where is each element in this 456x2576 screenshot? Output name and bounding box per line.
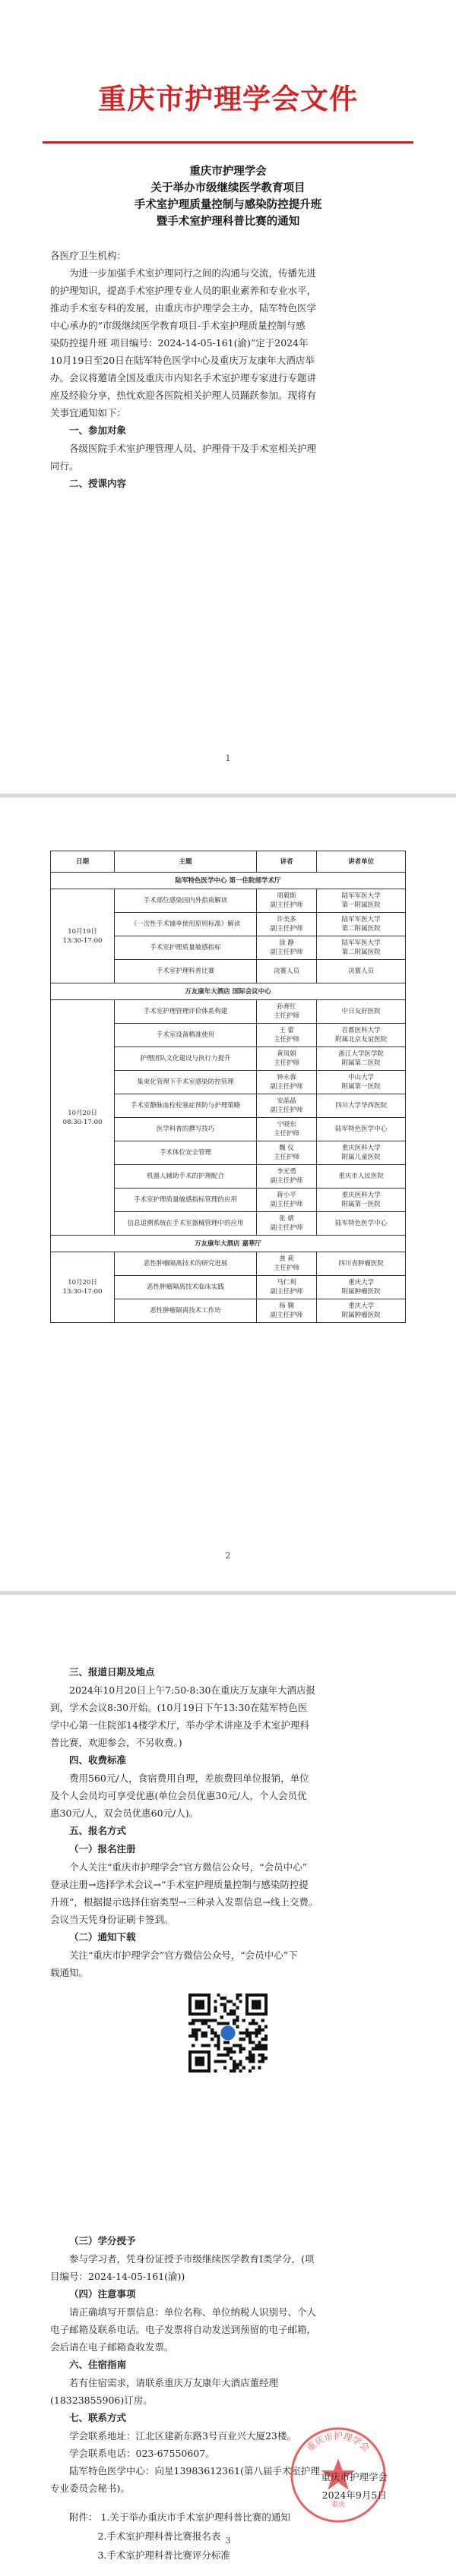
document-page-3 [0, 1595, 456, 2576]
subsection-heading: （三）学分授予 [69, 2235, 136, 2246]
header-date: 日期 [51, 851, 115, 873]
section-heading-4: 四、收费标准 [69, 1754, 127, 1766]
body-line: 惠30元/人，双会员优惠60元/人)。 [50, 1807, 199, 1819]
body-line: 关注“重庆市护理学会”官方微信公众号，“会员中心”下 [69, 1949, 298, 1961]
topic-cell: 恶性肿瘤隔离技术工作坊 [115, 1299, 257, 1323]
body-line: 升班”，根据提示选择住宿类型→三种录入发票信息→线上交费。 [50, 1896, 318, 1908]
body-line: 会议当天凭身份证刷卡签到。 [50, 1914, 174, 1925]
topic-cell: 医学科普的撰写技巧 [115, 1118, 257, 1141]
speaker-cell: 周毅斯 副主任护师 [256, 889, 316, 913]
body-line: 同行。 [50, 460, 79, 472]
section-3-body [50, 1681, 406, 1751]
section-heading-7: 七、联系方式 [69, 2412, 127, 2423]
body-line: (18323855906)订房。 [50, 2394, 153, 2406]
signature-date: 2024年9月5日 [321, 2489, 387, 2501]
attachment-item: 3.手术室护理科普比赛评分标准 [97, 2549, 230, 2561]
topic-cell: 手术室静脉血栓栓塞症预防与护理策略 [115, 1094, 257, 1118]
page-number: 2 [225, 1551, 231, 1561]
body-line: 陆军特色医学中心：向星13983612361(第八届手术室护理 [69, 2465, 320, 2477]
speaker-cell: 宁晓东 主任护师 [256, 1118, 316, 1141]
body-line: 到，学术会议8:30开始。(10月19日下午13:30在陆军特色医 [50, 1702, 308, 1713]
attachment-item: 2.手术室护理科普比赛报名表 [97, 2530, 221, 2542]
topic-cell: 手术室护理管理评价体系构建 [115, 1000, 257, 1024]
speaker-cell: 张 婧 副主任护师 [256, 1212, 316, 1236]
body-line: 参与学习者，凭身份证授予市级继续医学教育I类学分，(项 [69, 2253, 315, 2265]
svg-text:重庆市护理学会: 重庆市护理学会 [304, 2430, 372, 2454]
unit-cell: 重庆大学 附属肿瘤医院 [317, 1299, 406, 1323]
topic-cell: 手术部位感染国内外指南解读 [115, 889, 257, 913]
intro-line: 中心承办的“市级继续医学教育项目-手术室护理质量控制与感 [50, 320, 306, 331]
title-line-1: 重庆市护理学会 [189, 166, 267, 178]
topic-cell: 护理团队文化建设与执行力提升 [115, 1047, 257, 1071]
speaker-cell: 龚 莉 主任护师 [256, 1252, 316, 1276]
intro-line: 座及经验分享，热忱欢迎各医院相关护理人员踊跃参加。现将有 [50, 390, 317, 401]
unit-cell: 陆军特色医学中心 [317, 1212, 406, 1236]
body-line: 2024年10月20日上午7:50-8:30在重庆万友康年大酒店报 [69, 1684, 315, 1696]
unit-cell: 四川省肿瘤医院 [317, 1252, 406, 1276]
body-line: 及个人会员均可享受优惠(单位会员优惠30元/人，个人会员优 [50, 1790, 307, 1801]
attachment-label: 附件： [69, 2511, 98, 2523]
document-page-1 [0, 0, 456, 794]
body-line: 学会联系电话：023-67550607。 [69, 2448, 215, 2459]
credit-body [50, 2250, 406, 2285]
document-page-2 [0, 797, 456, 1591]
intro-line: 染防控提升班 项目编号：2024-14-05-161(渝)”定于2024年 [50, 337, 309, 349]
topic-cell: 机器人辅助手术的护理配合 [115, 1165, 257, 1189]
unit-cell: 重庆大学 附属肿瘤医院 [317, 1276, 406, 1299]
speaker-cell: 孙育红 主任护师 [256, 1000, 316, 1024]
session-venue: 万友康年大酒店 嘉華厅 [51, 1236, 406, 1252]
session-venue: 陆军特色医学中心 第一住院部学术厅 [51, 873, 406, 889]
intro-line: 关事宜通知如下： [50, 407, 127, 418]
red-divider [43, 141, 413, 144]
topic-cell: 集束化管理下手术室感染防控管理 [115, 1071, 257, 1094]
registration-body [50, 1858, 406, 1928]
subsection-heading: （二）通知下载 [69, 1931, 136, 1943]
session-date: 10月19日 13:30-17:00 [51, 889, 115, 983]
speaker-cell: 许美多 副主任护师 [256, 913, 316, 936]
intro-paragraph [50, 264, 406, 421]
subsection-heading: （四）注意事项 [69, 2288, 136, 2300]
intro-line: 10月19日至20日在陆军特色医学中心及重庆万友康年大酒店举 [50, 355, 315, 366]
section-heading-3: 三、报道日期及地点 [69, 1666, 155, 1678]
section-heading-2: 二、授课内容 [69, 478, 127, 489]
speaker-cell: 黄凤娟 主任护师 [256, 1047, 316, 1071]
signature-block [321, 2468, 388, 2505]
schedule-body [51, 873, 406, 1323]
speaker-cell: 蒋小平 副主任护师 [256, 1189, 316, 1212]
speaker-cell: 魏 仪 主任护师 [256, 1141, 316, 1165]
body-line: 请正确填写开票信息：单位名称、单位纳税人识别号、个人 [69, 2306, 317, 2318]
page-number: 3 [225, 2536, 231, 2546]
intro-line: 为进一步加强手术室护理同行之间的沟通与交流，传播先进 [69, 267, 317, 279]
masthead: 重庆市护理学会文件 [98, 83, 358, 115]
title-line-4: 暨手术室护理科普比赛的通知 [156, 216, 300, 228]
topic-cell: 恶性肿瘤隔离技术临床实践 [115, 1276, 257, 1299]
intro-line: 办。会议将邀请全国及重庆市内知名手术室护理专家进行专题讲 [50, 372, 317, 384]
speaker-cell: 徐 静 副主任护师 [256, 936, 316, 960]
topic-cell: 恶性肿瘤隔离技术的研究进展 [115, 1252, 257, 1276]
body-line: 普比赛，欢迎参会，不另收费。) [50, 1737, 182, 1748]
body-line: 若有住宿需求，请联系重庆万友康年大酒店董经理 [69, 2377, 279, 2388]
section-heading-1: 一、参加对象 [69, 425, 127, 436]
speaker-cell: 安晶晶 副主任护师 [256, 1094, 316, 1118]
header-speaker: 讲者 [256, 851, 316, 873]
intro-line: 推动手术室专科的发展，由重庆市护理学会主办，陆军特色医学 [50, 302, 317, 314]
section-6-body [50, 2374, 406, 2409]
body-line: 目编号：2024-14-05-161(渝)) [50, 2271, 185, 2282]
topic-cell: 信息追溯系统在手术室器械管理中的应用 [115, 1212, 257, 1236]
unit-cell: 决赛人员 [317, 960, 406, 983]
intro-line: 的护理知识，提高手术室护理专业人员的职业素养和专业水平， [50, 285, 317, 296]
download-body [50, 1946, 406, 1981]
unit-cell: 浙江大学医学院 附属第二医院 [317, 1047, 406, 1071]
session-date: 10月20日 13:30-17:00 [51, 1252, 115, 1323]
session-venue: 万友康年大酒店 国际会议中心 [51, 983, 406, 1000]
section-heading-6: 六、住宿指南 [69, 2359, 127, 2370]
unit-cell: 重庆市人民医院 [317, 1165, 406, 1189]
table-row [51, 1252, 406, 1276]
header-topic: 主题 [115, 851, 257, 873]
unit-cell: 陆军特色医学中心 [317, 1118, 406, 1141]
salutation: 各医疗卫生机构： [50, 250, 127, 261]
speaker-cell: 马仁利 副主任护师 [256, 1276, 316, 1299]
attachment-item: 1.关于举办重庆市手术室护理科普比赛的通知 [100, 2511, 290, 2523]
topic-cell: 《一次性手术铺单使用原则标准》解读 [115, 913, 257, 936]
title-line-3: 手术室护理质量控制与感染防控提升班 [134, 199, 322, 211]
body-line: 会后请在电子邮箱查收发票。 [50, 2341, 174, 2353]
title-line-2: 关于举办市级继续医学教育项目 [150, 182, 306, 194]
notes-body [50, 2303, 406, 2356]
body-line: 专业委员会秘书)。 [50, 2483, 130, 2494]
speaker-cell: 钟永蓉 副主任护师 [256, 1071, 316, 1094]
section-4-body [50, 1769, 406, 1822]
topic-cell: 手术室护理科普比赛 [115, 960, 257, 983]
topic-cell: 手术室护理质量敏感指标管理的应用 [115, 1189, 257, 1212]
topic-cell: 手术室设备精准使用 [115, 1024, 257, 1047]
speaker-cell: 杨 翱 副主任护师 [256, 1299, 316, 1323]
unit-cell: 四川大学华西医院 [317, 1094, 406, 1118]
body-line: 学会联系地址：江北区建新东路3号百业兴大厦23楼。 [69, 2430, 296, 2442]
unit-cell: 中山大学 附属第一医院 [317, 1071, 406, 1094]
unit-cell: 陆军军医大学 第二附属医院 [317, 913, 406, 936]
unit-cell: 陆军军医大学 第二附属医院 [317, 936, 406, 960]
table-row [51, 889, 406, 913]
body-line: 学中心第一住院部14楼学术厅，举办学术讲座及手术室护理科 [50, 1719, 309, 1731]
body-line: 登录注册→选择学术会议→“手术室护理质量控制与感染防控提 [50, 1879, 309, 1890]
section-heading-5: 五、报名方式 [69, 1825, 127, 1836]
topic-cell: 手术室护理质量敏感指标 [115, 936, 257, 960]
body-line: 载通知。 [50, 1967, 89, 1978]
unit-cell: 陆军军医大学 第一附属医院 [317, 889, 406, 913]
unit-cell: 重庆医科大学 附属儿童医院 [317, 1141, 406, 1165]
unit-cell: 中日友好医院 [317, 1000, 406, 1024]
schedule-session-row [51, 873, 406, 889]
schedule-session-row [51, 1236, 406, 1252]
schedule-header-row [51, 851, 406, 873]
table-row [51, 1000, 406, 1024]
body-line: 个人关注“重庆市护理学会”官方微信公众号，“会员中心” [69, 1861, 308, 1873]
topic-cell: 手术体位安全管理 [115, 1141, 257, 1165]
schedule-table [50, 851, 406, 1323]
speaker-cell: 王 蕾 主任护师 [256, 1024, 316, 1047]
signature-org: 重庆市护理学会 [321, 2471, 388, 2483]
document-title [50, 163, 406, 230]
schedule-session-row [51, 983, 406, 1000]
session-date: 10月20日 08:30-17:00 [51, 1000, 115, 1236]
body-line: 各级医院手术室护理管理人员、护理骨干及手术室相关护理 [69, 443, 317, 454]
body-line: 电子邮箱及联系电话。电子发票将自动发送到预留的电子邮箱， [50, 2324, 317, 2335]
page-number: 1 [225, 753, 231, 763]
speaker-cell: 李光勇 副主任护师 [256, 1165, 316, 1189]
body-line: 费用560元/人，食宿费用自理，差旅费回单位报销，单位 [69, 1773, 309, 1784]
section-1-body [50, 440, 406, 475]
svg-text:重庆: 重庆 [331, 2501, 345, 2509]
unit-cell: 重庆医科大学 附属第一医院 [317, 1189, 406, 1212]
header-unit: 讲者单位 [317, 851, 406, 873]
subsection-heading: （一）报名注册 [69, 1843, 136, 1855]
qr-code[interactable] [188, 1994, 268, 2072]
unit-cell: 首都医科大学 附属北京友谊医院 [317, 1024, 406, 1047]
speaker-cell: 决赛人员 [256, 960, 316, 983]
